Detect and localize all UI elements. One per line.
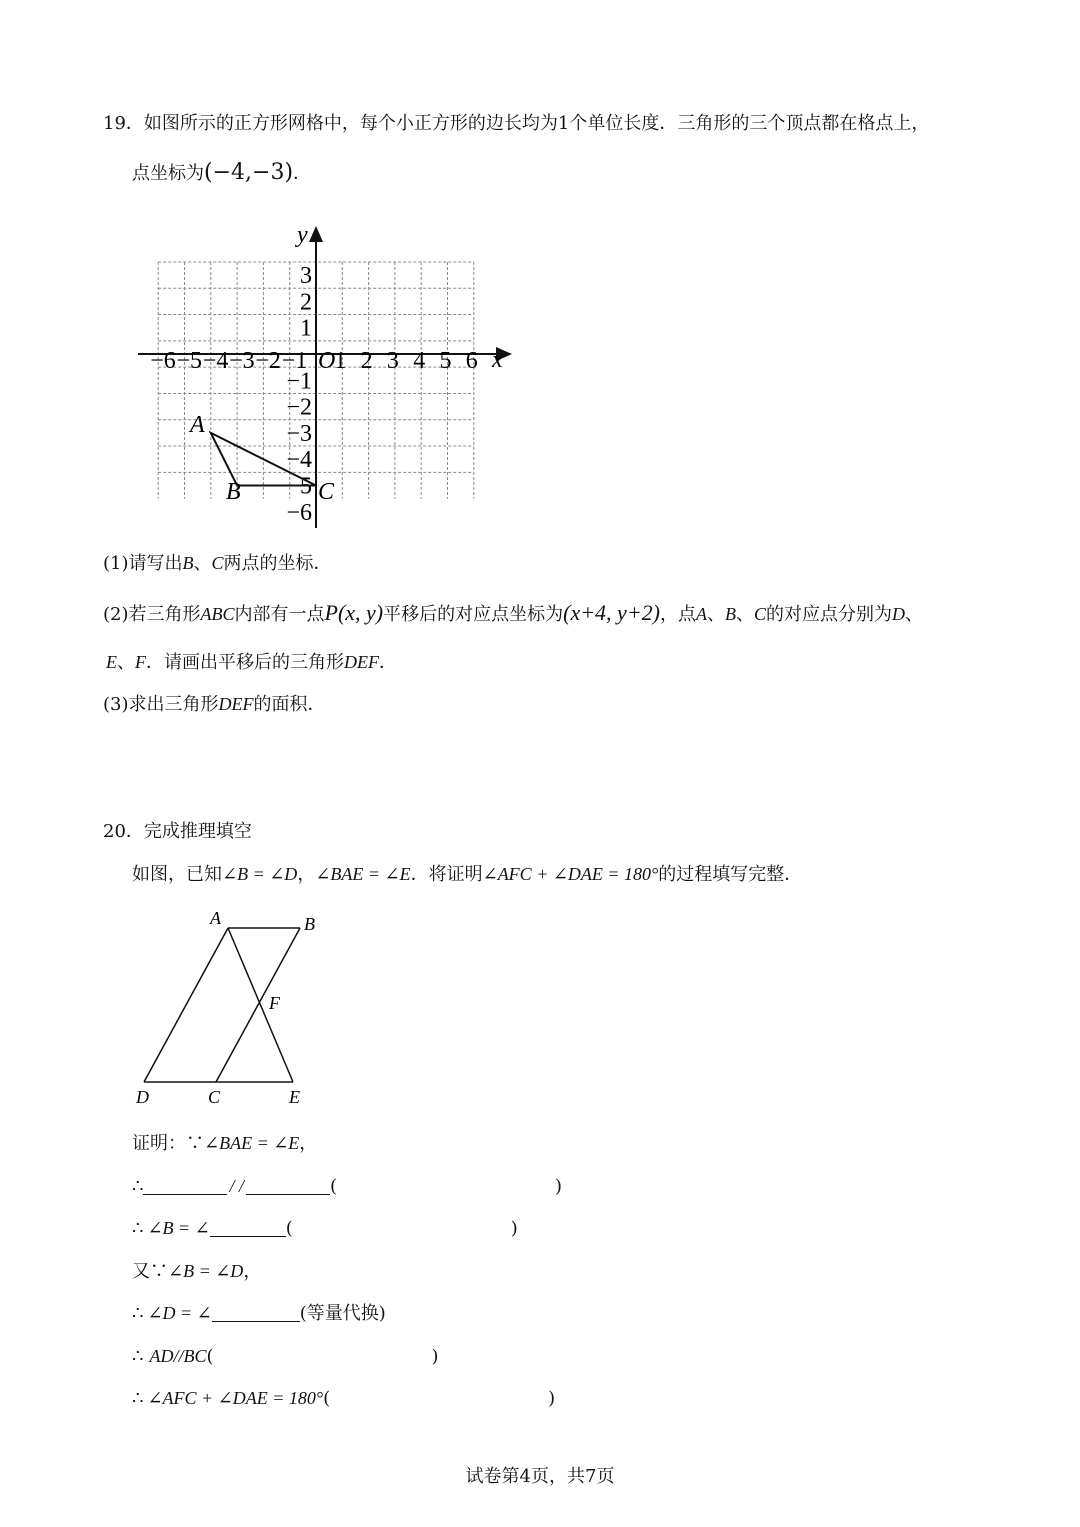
therefore-symbol: ∴ [132,1346,144,1367]
point-label-a: A [190,412,205,438]
open-paren: ( [329,1176,337,1197]
step3-end: ， [243,1261,262,1282]
therefore-symbol: ∴ [132,1388,144,1409]
sub2-s3: 、 [905,604,924,625]
point-label-b: B [226,479,241,505]
fig-label-b: B [304,914,315,934]
sub2-d: D [892,604,906,624]
x-tick-labels [150,348,478,374]
segment-bc [216,928,300,1082]
sub2-c: C [754,604,767,624]
sub1-label: (1)请写出 [103,553,183,574]
fig-label-e: E [289,1087,300,1107]
q19-sub2-line1 [103,600,923,626]
x-tick-label: 2 [360,348,373,374]
q19-given-coord: (−4,−3) [204,160,294,185]
close-paren: ) [548,1388,556,1409]
origin-label: O [318,348,336,374]
open-paren: ( [323,1388,331,1409]
open-paren: ( [285,1218,293,1239]
page-number: 试卷第4页，共7页 [465,1466,615,1487]
sub2-e: E [106,652,117,672]
sub1-sep: 、 [193,553,212,574]
q19-text-line2-pre: 点坐标为 [132,163,204,184]
proof-line-6 [132,1346,439,1368]
q20-given2: ∠BAE = ∠E [315,864,411,884]
close-paren: ) [510,1218,518,1239]
sub2-f: F [135,652,146,672]
fig-label-a: A [210,908,221,928]
coordinate-grid-figure [130,222,530,532]
sub2-end: ． [379,652,397,673]
q19-sub2-line2 [106,652,397,674]
sub2-s4: 、 [117,652,135,673]
sub2-def: DEF [344,652,379,672]
proof-start: 证明：∵ [132,1133,204,1154]
q20-title-line [103,821,252,843]
q20-number: 20． [103,821,144,842]
therefore-symbol: ∴ [132,1176,144,1197]
q20-title: 完成推理填空 [143,821,252,842]
proof-line-7 [132,1388,555,1410]
segment-ad [144,928,228,1082]
x-tick-label: 4 [413,348,426,374]
point-label-c: C [318,479,335,505]
sub1-post: 两点的坐标． [223,553,332,574]
sub1-c: C [211,553,224,573]
q20-intro-mid: ．将证明 [410,864,483,885]
q19-line1 [103,113,929,135]
proof-line-5 [132,1303,386,1325]
proof-line-3 [132,1218,518,1240]
x-tick-label: 5 [439,348,452,374]
fig-label-f: F [269,993,280,1013]
proof-line-1 [132,1133,317,1155]
q20-intro-pre: 如图，已知 [132,864,222,885]
sub2-b: B [725,604,736,624]
y-tick-label: 3 [300,263,312,290]
step4-reason: (等量代换) [299,1303,386,1324]
sub2-abc: ABC [200,604,235,624]
close-paren: ) [555,1176,563,1197]
sub2-a: A [696,604,707,624]
x-tick-label: 6 [465,348,478,374]
geometry-figure [130,905,350,1105]
y-tick-label: −1 [286,368,312,395]
page-footer [0,1466,1080,1488]
y-axis-label: y [297,222,308,248]
y-tick-label: −4 [286,447,312,474]
parallel-symbol: / / [229,1176,244,1196]
y-tick-label: −6 [286,499,312,526]
sub2-pre: (2)若三角形 [103,604,201,625]
sub2-translation: (x+4, y+2) [563,600,660,625]
sub1-b: B [182,553,194,573]
segment-ae [228,928,293,1082]
q19-number: 19． [103,113,144,134]
close-paren: ) [431,1346,439,1367]
q20-given1: ∠B = ∠D [222,864,298,884]
sub3-def: DEF [218,694,254,714]
answer-blank-4[interactable] [212,1303,300,1322]
proof-start-math: ∠BAE = ∠E [204,1133,300,1153]
q20-comma: ， [297,864,316,885]
answer-blank-3[interactable] [210,1218,286,1237]
x-tick-label: −1 [281,348,308,374]
x-tick-label: 1 [334,348,347,374]
therefore-symbol: ∴ [132,1303,144,1324]
answer-blank-2[interactable] [246,1176,330,1195]
step3-math: ∠B = ∠D [168,1261,244,1281]
q20-intro [132,864,802,886]
q19-sub1 [103,553,332,575]
open-paren: ( [206,1346,214,1367]
y-tick-label: 2 [300,289,312,316]
y-tick-label: 1 [300,315,312,342]
step4-math: ∠D = ∠ [147,1303,212,1323]
x-tick-label: 3 [386,348,399,374]
fig-label-c: C [208,1087,221,1107]
step3-pre: 又∵ [132,1261,168,1282]
sub2-mid: 内部有一点 [234,604,325,625]
sub2-post3: ．请画出平移后的三角形 [146,652,344,673]
y-tick-label: −3 [286,420,312,447]
proof-start-end: ， [299,1133,318,1154]
x-tick-label: −3 [229,348,255,374]
sub3-post: 的面积． [253,694,326,715]
proof-line-2 [132,1176,562,1198]
q19-line2 [132,160,311,186]
q19-sub3 [103,694,326,716]
sub2-post2: 的对应点分别为 [766,604,893,625]
sub2-mid2: 平移后的对应点坐标为 [383,604,564,625]
x-tick-label: −2 [255,348,281,374]
x-axis-label: x [492,347,503,373]
sub2-s2: 、 [736,604,754,625]
q20-target: ∠AFC + ∠DAE = 180° [482,864,659,884]
fig-label-d: D [136,1087,149,1107]
sub2-point-p: P(x, y) [324,600,384,625]
sub2-post: ，点 [660,604,696,625]
x-tick-label: −5 [176,348,203,374]
step6-math: ∠AFC + ∠DAE = 180° [147,1388,324,1408]
proof-line-4 [132,1261,261,1283]
sub3-pre: (3)求出三角形 [103,694,219,715]
x-tick-label: −6 [150,348,176,374]
q20-intro-post: 的过程填写完整． [658,864,803,885]
step5-math: AD//BC [149,1346,207,1366]
x-tick-label: −4 [202,348,229,374]
q19-text-line2-post: ． [293,163,312,184]
y-tick-label: −5 [286,473,312,500]
step2-math: ∠B = ∠ [147,1218,210,1238]
q19-text-line1: 如图所示的正方形网格中，每个小正方形的边长均为1个单位长度．三角形的三个顶点都在格点上， [143,113,930,134]
y-tick-label: −2 [286,394,312,421]
answer-blank-1[interactable] [143,1176,227,1195]
therefore-symbol: ∴ [132,1218,144,1239]
sub2-s1: 、 [707,604,725,625]
